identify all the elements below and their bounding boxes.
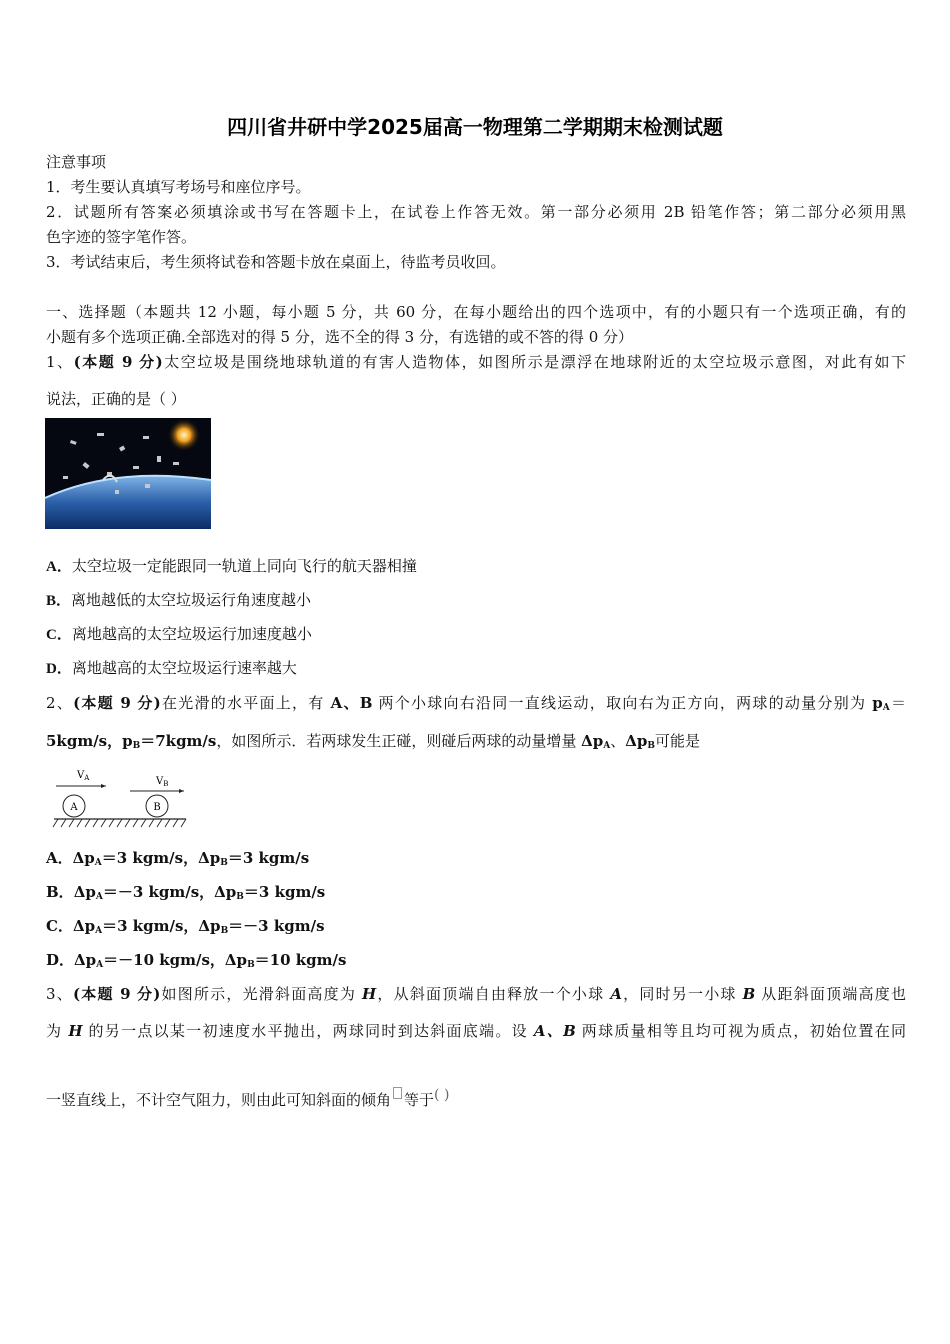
question-score-tag: (本题 9 分) [72, 985, 161, 1003]
stem-part: ，如图所示．若两球发生正碰，则碰后两球的动量增量 [216, 732, 582, 750]
question-number: 3、 [46, 985, 73, 1003]
delta-a-value: ＝－10 kgm/s， [103, 951, 225, 969]
question-1-stem: 太空垃圾是围绕地球轨道的有害人造物体，如图所示是漂浮在地球附近的太空垃圾示意图，对此有如下 [162, 353, 907, 371]
subscript: A [95, 892, 103, 902]
stem-part: ，同时另一小球 [621, 985, 743, 1003]
notice-item-2-cont: 色字迹的签字笔作答。 [46, 228, 197, 246]
momentum-pa [872, 694, 889, 712]
q2-option-C [46, 916, 325, 941]
stem-part: 为 [46, 1022, 69, 1040]
option-label: B． [46, 593, 72, 609]
delta-a: Δp [72, 849, 95, 867]
q2-option-B [46, 882, 325, 907]
delta-a-value: ＝－3 kgm/s， [102, 883, 215, 901]
delta-b-value: ＝3 kgm/s [227, 849, 310, 867]
momentum-pb [122, 732, 140, 750]
var-h: H [362, 985, 377, 1003]
delta-b: Δp [214, 883, 237, 901]
velocity-a-label: $V_A$ [77, 770, 90, 782]
q2-option-A [46, 848, 309, 873]
section-instructions-line1: 一、选择题（本题共 12 小题，每小题 5 分，共 60 分，在每小题给出的四个选项中，有的小题只有一个选项正确，有的 [46, 303, 906, 321]
delta-b: Δp [224, 951, 248, 969]
stem-part: 一竖直线上，不计空气阻力，则由此可知斜面的倾角 [46, 1091, 392, 1109]
stem-part: 两个小球向右沿同一直线运动，取向右为正方向，两球的动量分别为 [372, 694, 873, 712]
subscript: B [236, 892, 244, 902]
question-3-text-end [46, 1085, 449, 1110]
subscript: A [882, 703, 890, 713]
question-score-tag: (本题 9 分) [73, 353, 163, 371]
option-label: D． [46, 951, 75, 969]
var-b: B [742, 985, 756, 1003]
ground-hatching [53, 819, 186, 827]
delta-a-value: ＝3 kgm/s， [102, 917, 199, 935]
stem-part: 可能是 [655, 732, 701, 750]
option-text: 太空垃圾一定能跟同一轨道上同向飞行的航天器相撞 [71, 557, 417, 575]
velocity-b-label: $V_B$ [156, 776, 169, 788]
option-label: A． [46, 559, 72, 575]
arrowhead-icon [101, 784, 106, 788]
subscript: B [220, 926, 229, 936]
option-B [46, 590, 311, 611]
subscript: B [220, 858, 228, 868]
option-label: C． [46, 917, 73, 935]
subscript: B [132, 741, 141, 751]
stem-part: 在光滑的水平面上，有 [160, 694, 331, 712]
q2-option-D [46, 950, 346, 975]
separator: 、 [610, 732, 626, 750]
option-D [46, 658, 297, 679]
stem-part: 5kgm/s， [46, 732, 123, 750]
notice-item-2: 2．试题所有答案必须填涂或书写在答题卡上，在试卷上作答无效。第一部分必须用 2B 铅笔作答；第二部分必须用黑 [46, 203, 906, 221]
symbol: p [872, 694, 883, 712]
ball-b-label: B [153, 802, 161, 813]
option-text: 离地越高的太空垃圾运行加速度越小 [71, 625, 312, 643]
question-3-text [46, 984, 906, 1004]
symbol: Δp [581, 732, 604, 750]
delta-pa [581, 732, 610, 750]
delta-a-value: ＝3 kgm/s， [101, 849, 199, 867]
collision-diagram [52, 766, 188, 830]
question-1-text [46, 352, 906, 372]
notice-heading: 注意事项 [46, 153, 107, 171]
var-a: A [610, 985, 622, 1003]
delta-a: Δp [72, 917, 96, 935]
option-label: A． [46, 849, 73, 867]
delta-a: Δp [74, 951, 97, 969]
delta-b-value: ＝－3 kgm/s [228, 917, 325, 935]
answer-paren: ( ) [434, 1087, 450, 1103]
delta-b-value: ＝10 kgm/s [254, 951, 347, 969]
question-2-text-cont [46, 731, 700, 756]
delta-b: Δp [198, 849, 221, 867]
subscript: B [247, 960, 255, 970]
space-debris-image [45, 418, 211, 529]
subscript: A [94, 858, 102, 868]
stem-part: ，从斜面顶端自由释放一个小球 [376, 985, 611, 1003]
question-3-text-cont [46, 1021, 906, 1041]
delta-a: Δp [73, 883, 96, 901]
stem-part: A、B [330, 694, 373, 712]
option-label: B． [46, 883, 74, 901]
question-number: 2、 [46, 694, 74, 712]
subscript: A [95, 926, 103, 936]
option-text: 离地越低的太空垃圾运行角速度越小 [71, 591, 312, 609]
stem-part: ＝7kgm/s [140, 732, 217, 750]
notice-item-3: 3．考试结束后，考生须将试卷和答题卡放在桌面上，待监考员收回。 [46, 253, 506, 271]
theta-placeholder-icon [393, 1087, 402, 1099]
delta-b-value: ＝3 kgm/s [243, 883, 326, 901]
subscript: B [647, 741, 656, 751]
option-text: 离地越高的太空垃圾运行速率越大 [71, 659, 297, 677]
subscript: A [96, 960, 104, 970]
symbol: Δp [625, 732, 648, 750]
symbol: p [122, 732, 133, 750]
option-C [46, 624, 312, 645]
stem-part: ＝ [889, 694, 906, 712]
option-label: C． [46, 627, 72, 643]
subscript: A [603, 741, 611, 751]
delta-b: Δp [198, 917, 221, 935]
section-instructions-line2: 小题有多个选项正确.全部选对的得 5 分，选不全的得 3 分，有选错的或不答的得 0 分） [46, 328, 634, 346]
question-score-tag: (本题 9 分) [73, 694, 161, 712]
delta-pb [625, 732, 655, 750]
stem-part: 的另一点以某一初速度水平抛出，两球同时到达斜面底端。设 [82, 1022, 534, 1040]
question-number: 1、 [46, 353, 74, 371]
stem-part: 两球质量相等且均可视为质点，初始位置在同 [575, 1022, 906, 1040]
question-2-text [46, 693, 906, 718]
stem-part: 等于 [404, 1091, 435, 1109]
option-label: D． [46, 661, 72, 677]
var-ab: A、B [533, 1022, 576, 1040]
stem-part: 从距斜面顶端高度也 [755, 985, 906, 1003]
option-A [46, 556, 417, 577]
arrowhead-icon [179, 789, 184, 793]
var-h: H [68, 1022, 83, 1040]
ball-a-label: A [70, 802, 78, 813]
question-1-stem-cont: 说法，正确的是（ ） [46, 390, 186, 408]
stem-part: 如图所示，光滑斜面高度为 [160, 985, 363, 1003]
notice-item-1: 1．考生要认真填写考场号和座位序号。 [46, 178, 311, 196]
page-title: 四川省井研中学2025届高一物理第二学期期末检测试题 [227, 115, 723, 139]
